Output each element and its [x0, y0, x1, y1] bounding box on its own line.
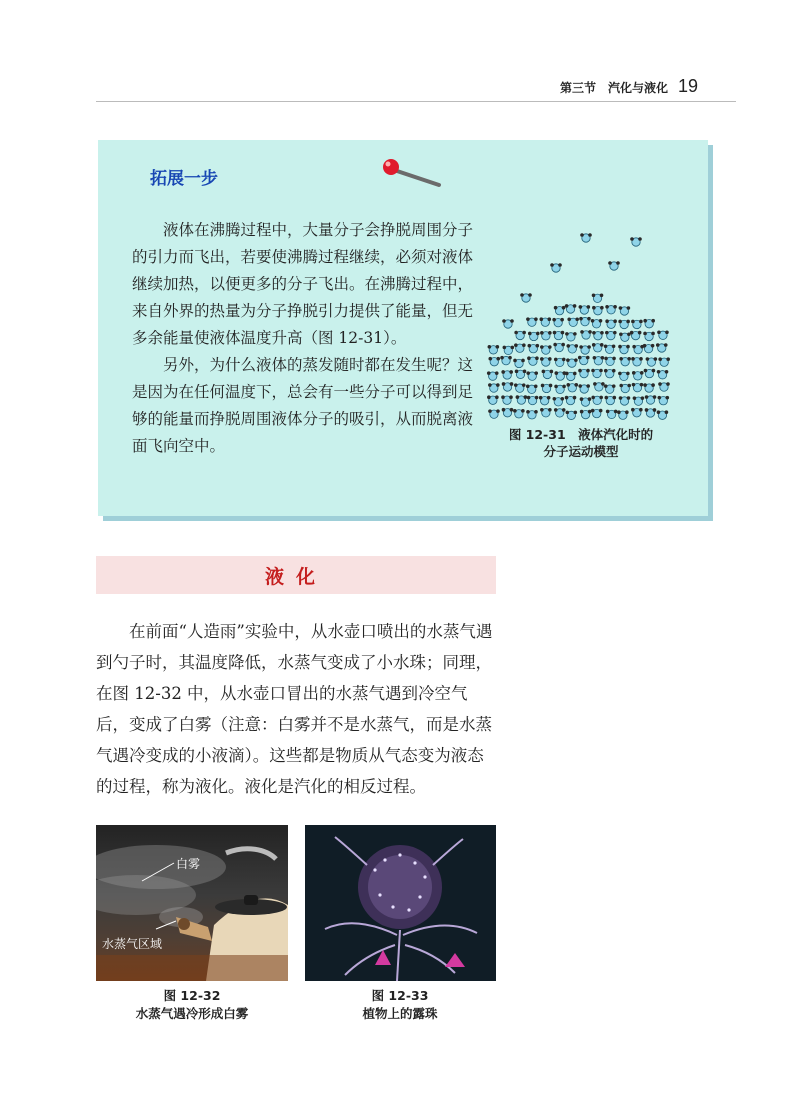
- molecule-icon: [540, 345, 552, 354]
- molecule-icon: [657, 410, 669, 419]
- molecule-icon: [553, 343, 565, 352]
- page-header: [560, 76, 740, 97]
- molecule-icon: [526, 371, 538, 380]
- molecule-icon: [657, 396, 669, 405]
- molecule-icon: [578, 356, 590, 365]
- molecule-icon: [566, 358, 578, 367]
- molecule-icon: [554, 385, 566, 394]
- molecule-icon: [604, 345, 616, 354]
- molecule-icon: [503, 346, 515, 355]
- molecule-icon: [528, 332, 540, 341]
- molecule-icon: [553, 331, 565, 340]
- molecule-icon: [566, 383, 578, 392]
- molecule-icon: [501, 370, 513, 379]
- molecule-icon: [657, 370, 669, 379]
- molecule-motion-diagram: [486, 228, 676, 420]
- molecule-icon: [488, 409, 500, 418]
- figure-12-32-text: 水蒸气遇冷形成白雾: [135, 1006, 249, 1021]
- molecule-icon: [618, 320, 630, 329]
- molecule-icon: [579, 345, 591, 354]
- figure-12-31-caption: [486, 426, 676, 460]
- header-divider: [96, 101, 736, 102]
- molecule-icon: [565, 372, 577, 381]
- molecule-icon: [605, 396, 617, 405]
- molecule-icon: [502, 408, 514, 417]
- molecule-icon: [658, 357, 670, 366]
- molecule-icon: [567, 317, 579, 326]
- molecule-icon: [605, 305, 617, 314]
- molecule-icon: [579, 305, 591, 314]
- molecule-icon: [502, 382, 514, 391]
- molecule-icon: [554, 306, 566, 315]
- molecule-icon: [604, 357, 616, 366]
- molecule-icon: [566, 344, 578, 353]
- extension-box: [98, 140, 708, 516]
- molecule-icon: [539, 317, 551, 326]
- figure-12-32-caption: [92, 987, 292, 1023]
- extension-paragraph-1: 液体在沸腾过程中，大量分子会挣脱周围分子的引力而飞出，若要使沸腾过程继续，必须对液体继续加热，以便更多的分子飞出。在沸腾过程中，来自外界的热量为分子挣脱引力提供了能量，但无多余能量使液体温度升高（图 12-31）。: [132, 221, 474, 347]
- molecule-icon: [553, 397, 565, 406]
- molecule-icon: [630, 331, 642, 340]
- molecule-icon: [591, 396, 603, 405]
- molecule-icon: [592, 306, 604, 315]
- molecule-icon: [565, 332, 577, 341]
- molecule-icon: [550, 263, 562, 272]
- molecule-icon: [501, 395, 513, 404]
- molecule-icon: [619, 332, 631, 341]
- molecule-icon: [539, 396, 551, 405]
- molecule-icon: [592, 343, 604, 352]
- molecule-icon: [606, 410, 618, 419]
- molecule-icon: [618, 372, 630, 381]
- molecule-icon: [604, 384, 616, 393]
- molecule-icon: [593, 356, 605, 365]
- extension-paragraph-2: 另外，为什么液体的蒸发随时都在发生呢？这是因为在任何温度下，总会有一些分子可以得到足够的能量而挣脱周围液体分子的吸引，从而脱离液面飞向空中。: [132, 356, 474, 455]
- molecule-icon: [541, 384, 553, 393]
- dew-photo: [305, 825, 496, 981]
- molecule-icon: [645, 395, 657, 404]
- kettle-photo: [96, 825, 288, 981]
- molecule-icon: [514, 383, 526, 392]
- molecule-icon: [516, 395, 528, 404]
- molecule-icon: [513, 359, 525, 368]
- molecule-icon: [487, 395, 499, 404]
- figure-12-33-text: 植物上的露珠: [362, 1006, 438, 1021]
- molecule-icon: [619, 396, 631, 405]
- molecule-icon: [632, 371, 644, 380]
- kettle-image: [96, 825, 288, 981]
- molecule-icon: [631, 408, 643, 417]
- body-text: [96, 616, 498, 802]
- molecule-icon: [604, 369, 616, 378]
- molecule-icon: [502, 319, 514, 328]
- molecule-icon: [580, 330, 592, 339]
- molecule-icon: [631, 320, 643, 329]
- molecule-icon: [646, 357, 658, 366]
- molecule-icon: [580, 233, 592, 242]
- molecule-icon: [619, 384, 631, 393]
- figure-12-32-number: 图 12-32: [163, 988, 221, 1003]
- molecule-icon: [487, 371, 499, 380]
- molecule-icon: [578, 369, 590, 378]
- figure-caption-line-2: 分子运动模型: [543, 444, 619, 459]
- extension-text: [132, 217, 486, 460]
- molecule-icon: [630, 237, 642, 246]
- section-title: 液化: [264, 566, 327, 588]
- figure-12-33-number: 图 12-33: [371, 988, 429, 1003]
- pushpin-icon: [381, 157, 443, 189]
- molecule-icon: [526, 317, 538, 326]
- molecule-icon: [643, 332, 655, 341]
- body-paragraph: 在前面“人造雨”实验中，从水壶口喷出的水蒸气遇到勺子时，其温度降低，水蒸气变成了小水珠；同理，在图 12-32 中，从水壶口冒出的水蒸气遇到冷空气后，变成了白雾（注意：白雾并不是水蒸气，而是水蒸气遇冷变成的小液滴）。这些都是物质从气态变为液态的过程，称为液化。液化是汽化的相反过程。: [96, 622, 493, 796]
- label-mist: 白雾: [176, 857, 201, 871]
- molecule-icon: [554, 371, 566, 380]
- molecule-icon: [644, 369, 656, 378]
- molecule-icon: [578, 384, 590, 393]
- figure-number: 图 12-31: [508, 427, 566, 442]
- molecule-icon: [657, 330, 669, 339]
- molecule-icon: [513, 409, 525, 418]
- molecule-icon: [605, 331, 617, 340]
- molecule-icon: [520, 293, 532, 302]
- molecule-icon: [619, 306, 631, 315]
- molecule-icon: [488, 345, 500, 354]
- molecule-icon: [658, 382, 670, 391]
- molecule-icon: [514, 331, 526, 340]
- molecule-icon: [579, 317, 591, 326]
- molecule-icon: [643, 344, 655, 353]
- molecule-icon: [631, 357, 643, 366]
- molecule-icon: [527, 356, 539, 365]
- molecule-icon: [592, 331, 604, 340]
- molecule-icon: [580, 397, 592, 406]
- molecule-icon: [656, 343, 668, 352]
- molecule-icon: [554, 408, 566, 417]
- molecule-icon: [593, 382, 605, 391]
- molecule-icon: [514, 343, 526, 352]
- molecule-icon: [608, 261, 620, 270]
- molecule-icon: [488, 383, 500, 392]
- molecule-icon: [619, 357, 631, 366]
- molecule-icon: [591, 319, 603, 328]
- molecule-icon: [592, 293, 604, 302]
- molecule-icon: [526, 410, 538, 419]
- extension-title: 拓展一步: [150, 169, 218, 189]
- molecule-icon: [540, 357, 552, 366]
- molecule-icon: [618, 345, 630, 354]
- label-vapor-region: 水蒸气区域: [102, 937, 163, 951]
- molecule-icon: [542, 370, 554, 379]
- molecule-icon: [526, 384, 538, 393]
- dew-flower-image: [305, 825, 496, 981]
- molecule-icon: [488, 357, 500, 366]
- molecule-icon: [565, 304, 577, 313]
- page-number: 19: [678, 76, 699, 96]
- figure-12-33-caption: [300, 987, 500, 1023]
- molecule-icon: [552, 318, 564, 327]
- molecule-icon: [528, 344, 540, 353]
- molecule-icon: [591, 409, 603, 418]
- molecule-icon: [632, 345, 644, 354]
- molecule-icon: [645, 408, 657, 417]
- molecule-icon: [540, 331, 552, 340]
- molecule-icon: [554, 358, 566, 367]
- molecule-icon: [643, 383, 655, 392]
- figure-caption-line-1: 液体汽化时的: [578, 427, 654, 442]
- molecule-icon: [515, 370, 527, 379]
- molecule-icon: [617, 410, 629, 419]
- molecule-icon: [500, 356, 512, 365]
- molecule-icon: [566, 411, 578, 420]
- molecule-icon: [632, 383, 644, 392]
- molecule-icon: [527, 396, 539, 405]
- molecule-icon: [633, 396, 645, 405]
- molecule-icon: [540, 408, 552, 417]
- section-heading-band: [96, 556, 496, 594]
- section-label: 第三节 汽化与液化: [560, 81, 669, 95]
- molecule-icon: [591, 369, 603, 378]
- molecule-icon: [565, 396, 577, 405]
- molecule-icon: [580, 410, 592, 419]
- molecule-icon: [643, 319, 655, 328]
- molecule-icon: [605, 319, 617, 328]
